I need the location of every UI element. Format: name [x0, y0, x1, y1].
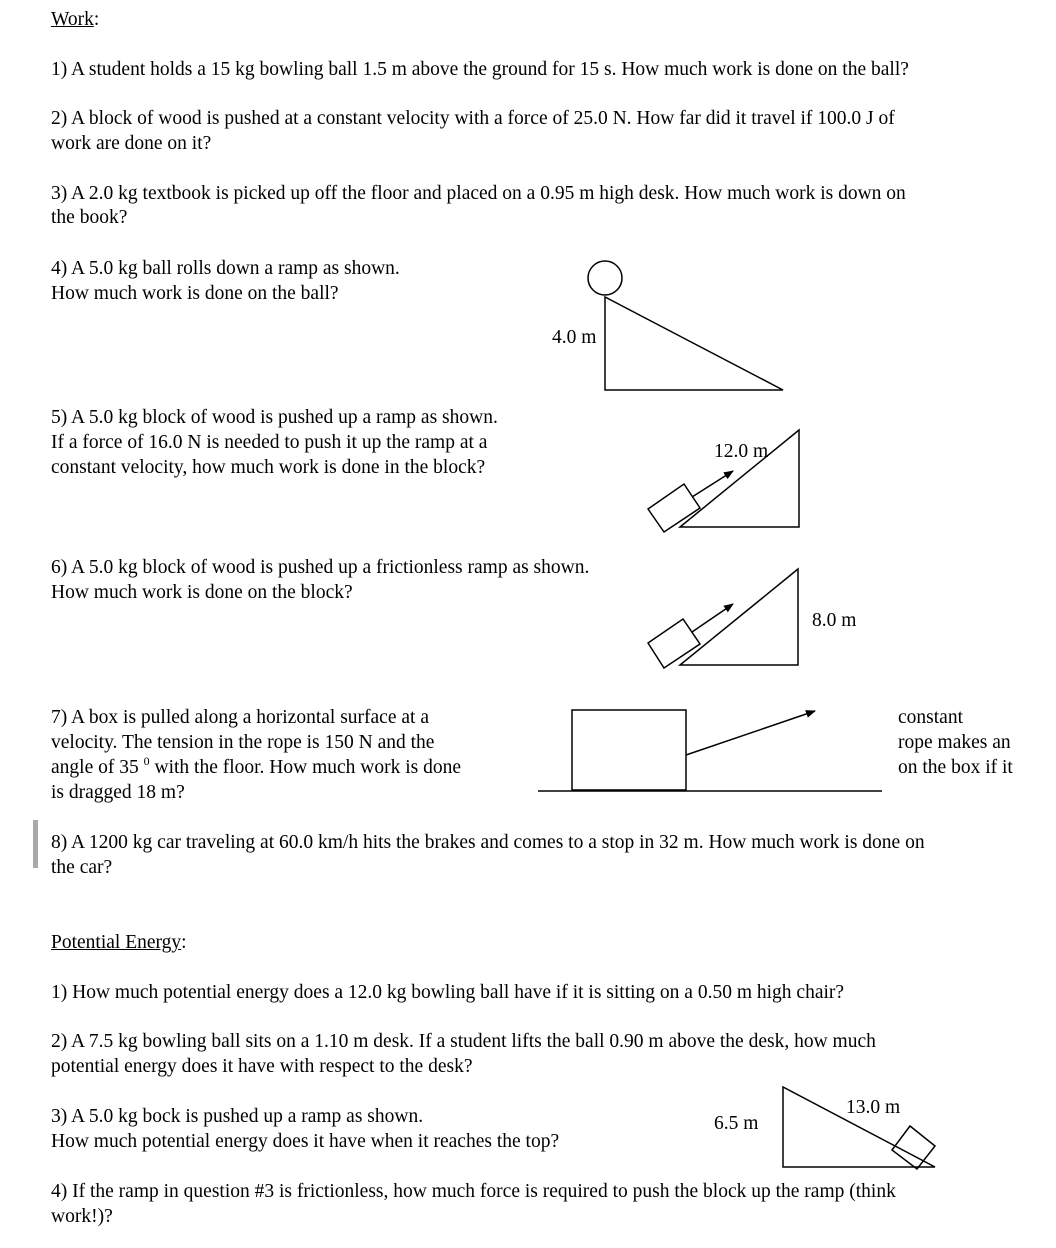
- q5-block-shape: [648, 484, 700, 532]
- work-question-7-line-4: is dragged 18 m?: [51, 782, 185, 803]
- q6-ramp-triangle: [680, 569, 798, 665]
- work-question-3-line-2: the book?: [51, 207, 128, 228]
- work-question-4-line-1: 4) A 5.0 kg ball rolls down a ramp as shown.: [51, 258, 400, 279]
- pe-question-2-line-1: 2) A 7.5 kg bowling ball sits on a 1.10 m desk. If a student lifts the ball 0.90 m above the desk, how much: [51, 1031, 876, 1052]
- pe-question-3-line-2: How much potential energy does it have when it reaches the top?: [51, 1131, 560, 1152]
- work-question-5-line-1: 5) A 5.0 kg block of wood is pushed up a ramp as shown.: [51, 407, 498, 428]
- work-question-8-line-2: the car?: [51, 857, 113, 878]
- work-question-6-line-2: How much work is done on the block?: [51, 582, 353, 603]
- potential-energy-heading: Potential Energy:: [51, 932, 187, 953]
- work-heading: Work:: [51, 9, 100, 30]
- q4-ramp-diagram: [588, 261, 783, 390]
- work-question-7-right-line-3: on the box if it: [898, 757, 1013, 778]
- q5-force-arrow: [692, 471, 733, 497]
- work-question-7-line-3: angle of 35 $^0$ with the floor. How much work is done: [51, 754, 462, 778]
- q6-ramp-height-label: 8.0 m: [812, 610, 857, 631]
- work-question-3-line-1: 3) A 2.0 kg textbook is picked up off the floor and placed on a 0.95 m high desk. How much work is down on: [51, 183, 906, 204]
- work-question-8-line-1: 8) A 1200 kg car traveling at 60.0 km/h hits the brakes and comes to a stop in 32 m. How much work is done on: [51, 832, 925, 853]
- work-question-7-right-line-2: rope makes an: [898, 732, 1011, 753]
- q5-ramp-triangle: [680, 430, 799, 527]
- work-question-6-line-1: 6) A 5.0 kg block of wood is pushed up a frictionless ramp as shown.: [51, 557, 590, 578]
- pe-question-4-line-1: 4) If the ramp in question #3 is frictionless, how much force is required to push the block up the ramp (think: [51, 1181, 896, 1202]
- pe-q3-ramp-length-label: 13.0 m: [846, 1097, 901, 1118]
- work-question-2-line-1: 2) A block of wood is pushed at a constant velocity with a force of 25.0 N. How far did it travel if 100.0 J of: [51, 108, 895, 129]
- pe-q3-ramp-diagram: [783, 1087, 935, 1169]
- q7-box-shape: [572, 710, 686, 790]
- work-question-5-line-2: If a force of 16.0 N is needed to push it up the ramp at a: [51, 432, 488, 453]
- work-question-2-line-2: work are done on it?: [51, 133, 212, 154]
- q7-rope-arrow: [686, 711, 815, 755]
- q4-ramp-height-label: 4.0 m: [552, 327, 597, 348]
- pe-question-2-line-2: potential energy does it have with respect to the desk?: [51, 1056, 473, 1077]
- ball-shape: [588, 261, 622, 295]
- work-question-5-line-3: constant velocity, how much work is done in the block?: [51, 457, 486, 478]
- q5-ramp-diagram: [648, 430, 799, 532]
- q7-box-diagram: [538, 710, 882, 791]
- q6-ramp-diagram: [648, 569, 798, 668]
- work-question-7-line-1: 7) A box is pulled along a horizontal surface at a: [51, 707, 429, 728]
- pe-question-1: 1) How much potential energy does a 12.0 kg bowling ball have if it is sitting on a 0.50 m high chair?: [51, 982, 845, 1003]
- q4-ramp-triangle: [605, 297, 783, 390]
- degree-symbol: 0: [143, 754, 150, 768]
- pe-question-3-line-1: 3) A 5.0 kg bock is pushed up a ramp as shown.: [51, 1106, 424, 1127]
- q5-ramp-length-label: 12.0 m: [714, 441, 769, 462]
- work-question-4-line-2: How much work is done on the ball?: [51, 283, 339, 304]
- work-question-7-right-line-1: constant: [898, 707, 963, 728]
- work-question-1: 1) A student holds a 15 kg bowling ball 1.5 m above the ground for 15 s. How much work is done on the ball?: [51, 59, 909, 80]
- pe-q3-ramp-height-label: 6.5 m: [714, 1113, 759, 1134]
- pe-question-4-line-2: work!)?: [51, 1206, 113, 1227]
- work-question-7-line-2: velocity. The tension in the rope is 150 N and the: [51, 732, 435, 753]
- q6-block-shape: [648, 619, 700, 668]
